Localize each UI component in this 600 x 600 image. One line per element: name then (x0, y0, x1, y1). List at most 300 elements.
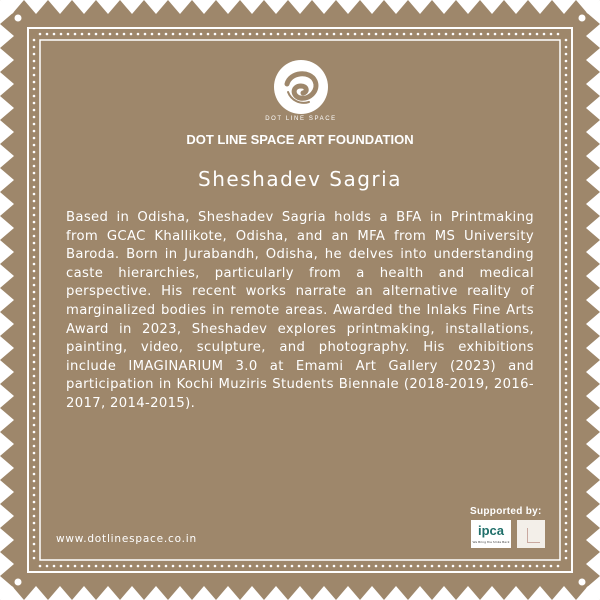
border-dot (33, 235, 36, 238)
border-dot (33, 193, 36, 196)
border-dot (326, 33, 329, 36)
border-triangle (24, 0, 48, 14)
border-triangle (168, 586, 192, 600)
border-dot (151, 565, 154, 568)
border-triangle (312, 586, 336, 600)
border-dot (382, 33, 385, 36)
border-dot (565, 53, 568, 56)
border-dot (333, 565, 336, 568)
border-triangle (288, 0, 312, 14)
border-dot (459, 565, 462, 568)
border-dot (550, 33, 553, 36)
border-dot (396, 33, 399, 36)
border-dot (550, 565, 553, 568)
border-triangle (0, 48, 14, 72)
border-dot (305, 33, 308, 36)
border-dot (109, 33, 112, 36)
border-dot (33, 459, 36, 462)
border-dot (565, 522, 568, 525)
border-dot (242, 565, 245, 568)
border-triangle (264, 586, 288, 600)
border-dot (123, 565, 126, 568)
border-dot (60, 565, 63, 568)
border-triangle (586, 48, 600, 72)
border-dot (102, 565, 105, 568)
border-dot (33, 543, 36, 546)
border-triangle (240, 0, 264, 14)
border-dot (565, 305, 568, 308)
supported-by-label: Supported by: (470, 506, 542, 517)
border-dot (565, 452, 568, 455)
border-dot (33, 326, 36, 329)
border-dot (33, 389, 36, 392)
border-dot (33, 88, 36, 91)
corner-dot (579, 15, 586, 22)
border-dot (130, 33, 133, 36)
ipca-name: ipca (477, 523, 504, 538)
border-triangle (24, 586, 48, 600)
border-dot (565, 543, 568, 546)
border-dot (508, 33, 511, 36)
border-dot (565, 46, 568, 49)
border-dot (242, 33, 245, 36)
border-dot (424, 565, 427, 568)
border-dot (389, 33, 392, 36)
border-triangle (120, 586, 144, 600)
dot-line-space-swirl-icon (270, 56, 332, 118)
border-dot (480, 565, 483, 568)
border-triangle (586, 240, 600, 264)
border-dot (33, 403, 36, 406)
top-zigzag-border (0, 0, 600, 14)
border-dot (565, 67, 568, 70)
border-dot (565, 396, 568, 399)
border-dot (33, 102, 36, 105)
border-dot (565, 459, 568, 462)
border-dot (565, 529, 568, 532)
border-triangle (288, 586, 312, 600)
border-dot (565, 207, 568, 210)
border-dot (565, 557, 568, 560)
border-dot (33, 207, 36, 210)
border-dot (33, 109, 36, 112)
border-triangle (144, 0, 168, 14)
border-dot (33, 508, 36, 511)
border-dot (565, 221, 568, 224)
border-dot (33, 494, 36, 497)
border-dot (340, 565, 343, 568)
border-dot (137, 565, 140, 568)
border-triangle (456, 586, 480, 600)
border-dot (565, 494, 568, 497)
border-dot (438, 565, 441, 568)
border-dot (33, 95, 36, 98)
border-triangle (586, 552, 600, 576)
border-triangle (96, 0, 120, 14)
border-dot (565, 445, 568, 448)
border-dot (340, 33, 343, 36)
border-dot (298, 33, 301, 36)
border-dot (565, 95, 568, 98)
border-dot (33, 487, 36, 490)
border-triangle (586, 336, 600, 360)
border-triangle (0, 72, 14, 96)
border-dot (277, 565, 280, 568)
border-dot (53, 33, 56, 36)
border-triangle (0, 480, 14, 504)
border-dot (459, 33, 462, 36)
bottom-zigzag-border (0, 586, 600, 600)
border-dot (179, 565, 182, 568)
border-dot (565, 270, 568, 273)
border-dot (466, 565, 469, 568)
border-dot (382, 565, 385, 568)
border-dot (33, 242, 36, 245)
border-dot (565, 501, 568, 504)
border-dot (368, 33, 371, 36)
border-triangle (480, 0, 504, 14)
border-dot (403, 565, 406, 568)
border-dot (522, 33, 525, 36)
border-dot (312, 565, 315, 568)
border-dot (95, 33, 98, 36)
border-triangle (360, 586, 384, 600)
border-dot (445, 565, 448, 568)
border-dot (33, 431, 36, 434)
border-dot (249, 33, 252, 36)
website-link[interactable]: www.dotlinespace.co.in (56, 533, 197, 545)
border-dot (39, 33, 42, 36)
border-dot (473, 565, 476, 568)
border-triangle (312, 0, 336, 14)
border-dot (33, 445, 36, 448)
border-dot (33, 123, 36, 126)
border-dot (565, 151, 568, 154)
border-triangle (0, 192, 14, 216)
border-dot (536, 565, 539, 568)
border-dot (33, 67, 36, 70)
border-dot (33, 74, 36, 77)
border-triangle (586, 528, 600, 552)
border-dot (263, 33, 266, 36)
border-dot (565, 298, 568, 301)
border-dot (33, 410, 36, 413)
border-dot (33, 529, 36, 532)
border-dot (33, 536, 36, 539)
border-dot (354, 565, 357, 568)
border-dot (88, 33, 91, 36)
border-triangle (408, 0, 432, 14)
border-triangle (240, 586, 264, 600)
border-dot (214, 33, 217, 36)
border-dot (46, 33, 49, 36)
logo-wordmark: DOT LINE SPACE (265, 116, 337, 122)
border-dot (33, 438, 36, 441)
border-dot (33, 452, 36, 455)
border-dot (39, 565, 42, 568)
border-dot (515, 33, 518, 36)
border-triangle (72, 0, 96, 14)
border-dot (33, 214, 36, 217)
border-dot (565, 424, 568, 427)
border-dot (33, 473, 36, 476)
border-triangle (586, 24, 600, 48)
border-triangle (586, 312, 600, 336)
border-dot (291, 33, 294, 36)
border-dot (172, 33, 175, 36)
border-triangle (0, 336, 14, 360)
border-dot (361, 565, 364, 568)
border-dot (214, 565, 217, 568)
border-triangle (0, 504, 14, 528)
border-dot (33, 333, 36, 336)
border-dot (33, 480, 36, 483)
border-dot (305, 565, 308, 568)
border-dot (375, 565, 378, 568)
border-dot (298, 565, 301, 568)
border-dot (33, 550, 36, 553)
border-dot (452, 565, 455, 568)
border-dot (333, 33, 336, 36)
border-dot (33, 417, 36, 420)
border-dot (207, 565, 210, 568)
border-dot (487, 33, 490, 36)
border-dot (33, 382, 36, 385)
border-dot (487, 565, 490, 568)
border-dot (33, 424, 36, 427)
border-dot (319, 565, 322, 568)
ipca-tagline: We Bring the Smile Back (472, 540, 510, 544)
organization-title: DOT LINE SPACE ART FOUNDATION (186, 132, 414, 147)
border-dot (417, 33, 420, 36)
border-dot (410, 33, 413, 36)
border-triangle (0, 360, 14, 384)
border-triangle (0, 312, 14, 336)
border-dot (326, 565, 329, 568)
border-triangle (586, 72, 600, 96)
border-dot (193, 565, 196, 568)
border-dot (200, 33, 203, 36)
border-dot (565, 333, 568, 336)
border-dot (565, 550, 568, 553)
border-triangle (0, 456, 14, 480)
border-dot (284, 565, 287, 568)
border-dot (431, 565, 434, 568)
border-triangle (586, 264, 600, 288)
border-triangle (0, 432, 14, 456)
border-triangle (384, 586, 408, 600)
border-dot (193, 33, 196, 36)
border-dot (33, 298, 36, 301)
border-dot (403, 33, 406, 36)
border-dot (123, 33, 126, 36)
border-dot (144, 33, 147, 36)
border-dot (33, 515, 36, 518)
border-dot (565, 410, 568, 413)
border-dot (33, 116, 36, 119)
border-dot (565, 277, 568, 280)
border-triangle (480, 586, 504, 600)
border-triangle (216, 0, 240, 14)
border-dot (565, 123, 568, 126)
border-dot (95, 565, 98, 568)
border-dot (228, 33, 231, 36)
partner-logo-icon (527, 528, 540, 543)
border-triangle (0, 408, 14, 432)
border-dot (565, 382, 568, 385)
border-triangle (586, 216, 600, 240)
border-dot (565, 200, 568, 203)
border-triangle (432, 0, 456, 14)
border-dot (67, 33, 70, 36)
border-dot (116, 565, 119, 568)
border-dot (33, 270, 36, 273)
border-triangle (432, 586, 456, 600)
border-dot (158, 33, 161, 36)
border-dot (67, 565, 70, 568)
border-dot (33, 375, 36, 378)
corner-dot (15, 579, 22, 586)
border-dot (291, 565, 294, 568)
border-dot (529, 33, 532, 36)
border-dot (565, 39, 568, 42)
border-dot (565, 116, 568, 119)
border-dot (565, 88, 568, 91)
border-dot (543, 565, 546, 568)
border-dot (536, 33, 539, 36)
border-dot (200, 565, 203, 568)
border-triangle (586, 504, 600, 528)
border-dot (221, 565, 224, 568)
border-dot (33, 466, 36, 469)
border-dot (33, 200, 36, 203)
border-triangle (552, 0, 576, 14)
border-dot (565, 242, 568, 245)
border-dot (144, 565, 147, 568)
border-dot (515, 565, 518, 568)
border-triangle (0, 264, 14, 288)
border-triangle (586, 408, 600, 432)
border-dot (522, 565, 525, 568)
border-triangle (456, 0, 480, 14)
border-triangle (0, 24, 14, 48)
border-dot (347, 565, 350, 568)
border-triangle (48, 0, 72, 14)
border-dot (565, 109, 568, 112)
border-triangle (0, 384, 14, 408)
border-triangle (72, 586, 96, 600)
border-dot (33, 354, 36, 357)
border-dot (565, 158, 568, 161)
border-dot (33, 39, 36, 42)
border-dot (494, 565, 497, 568)
border-dot (179, 33, 182, 36)
border-dot (565, 354, 568, 357)
border-dot (33, 60, 36, 63)
border-dot (565, 249, 568, 252)
border-triangle (552, 586, 576, 600)
corner-dot (579, 579, 586, 586)
border-triangle (528, 586, 552, 600)
border-triangle (168, 0, 192, 14)
border-dot (466, 33, 469, 36)
border-dot (186, 565, 189, 568)
border-triangle (384, 0, 408, 14)
border-triangle (0, 216, 14, 240)
border-dot (565, 417, 568, 420)
border-dot (565, 368, 568, 371)
border-dot (480, 33, 483, 36)
border-dot (565, 515, 568, 518)
border-dot (33, 396, 36, 399)
border-dot (508, 565, 511, 568)
border-triangle (144, 586, 168, 600)
border-dot (565, 214, 568, 217)
right-zigzag-border (586, 0, 600, 600)
border-dot (565, 193, 568, 196)
border-dot (33, 361, 36, 364)
border-dot (60, 33, 63, 36)
border-dot (565, 326, 568, 329)
border-dot (473, 33, 476, 36)
border-triangle (0, 96, 14, 120)
artist-name: Sheshadev Sagria (198, 167, 402, 191)
ipca-logo (471, 520, 511, 548)
border-dot (151, 33, 154, 36)
border-dot (565, 263, 568, 266)
border-dot (33, 284, 36, 287)
border-dot (284, 33, 287, 36)
border-dot (33, 557, 36, 560)
border-dot (565, 284, 568, 287)
border-dot (235, 33, 238, 36)
border-dot (347, 33, 350, 36)
border-dot (565, 487, 568, 490)
border-dot (33, 305, 36, 308)
border-triangle (360, 0, 384, 14)
border-dot (565, 60, 568, 63)
border-dot (431, 33, 434, 36)
corner-dot (15, 15, 22, 22)
border-triangle (528, 0, 552, 14)
border-dot (565, 291, 568, 294)
border-triangle (504, 586, 528, 600)
border-dot (33, 46, 36, 49)
border-dot (312, 33, 315, 36)
border-dot (565, 480, 568, 483)
border-dot (186, 33, 189, 36)
border-dot (565, 319, 568, 322)
border-triangle (0, 240, 14, 264)
border-dot (158, 565, 161, 568)
border-triangle (0, 552, 14, 576)
border-dot (33, 319, 36, 322)
border-triangle (0, 288, 14, 312)
border-dot (235, 565, 238, 568)
border-triangle (336, 0, 360, 14)
border-dot (33, 340, 36, 343)
border-dot (33, 256, 36, 259)
border-dot (74, 33, 77, 36)
border-triangle (120, 0, 144, 14)
border-triangle (408, 586, 432, 600)
border-dot (501, 565, 504, 568)
border-dot (565, 403, 568, 406)
border-triangle (586, 456, 600, 480)
border-dot (565, 536, 568, 539)
border-dot (228, 565, 231, 568)
border-triangle (586, 192, 600, 216)
